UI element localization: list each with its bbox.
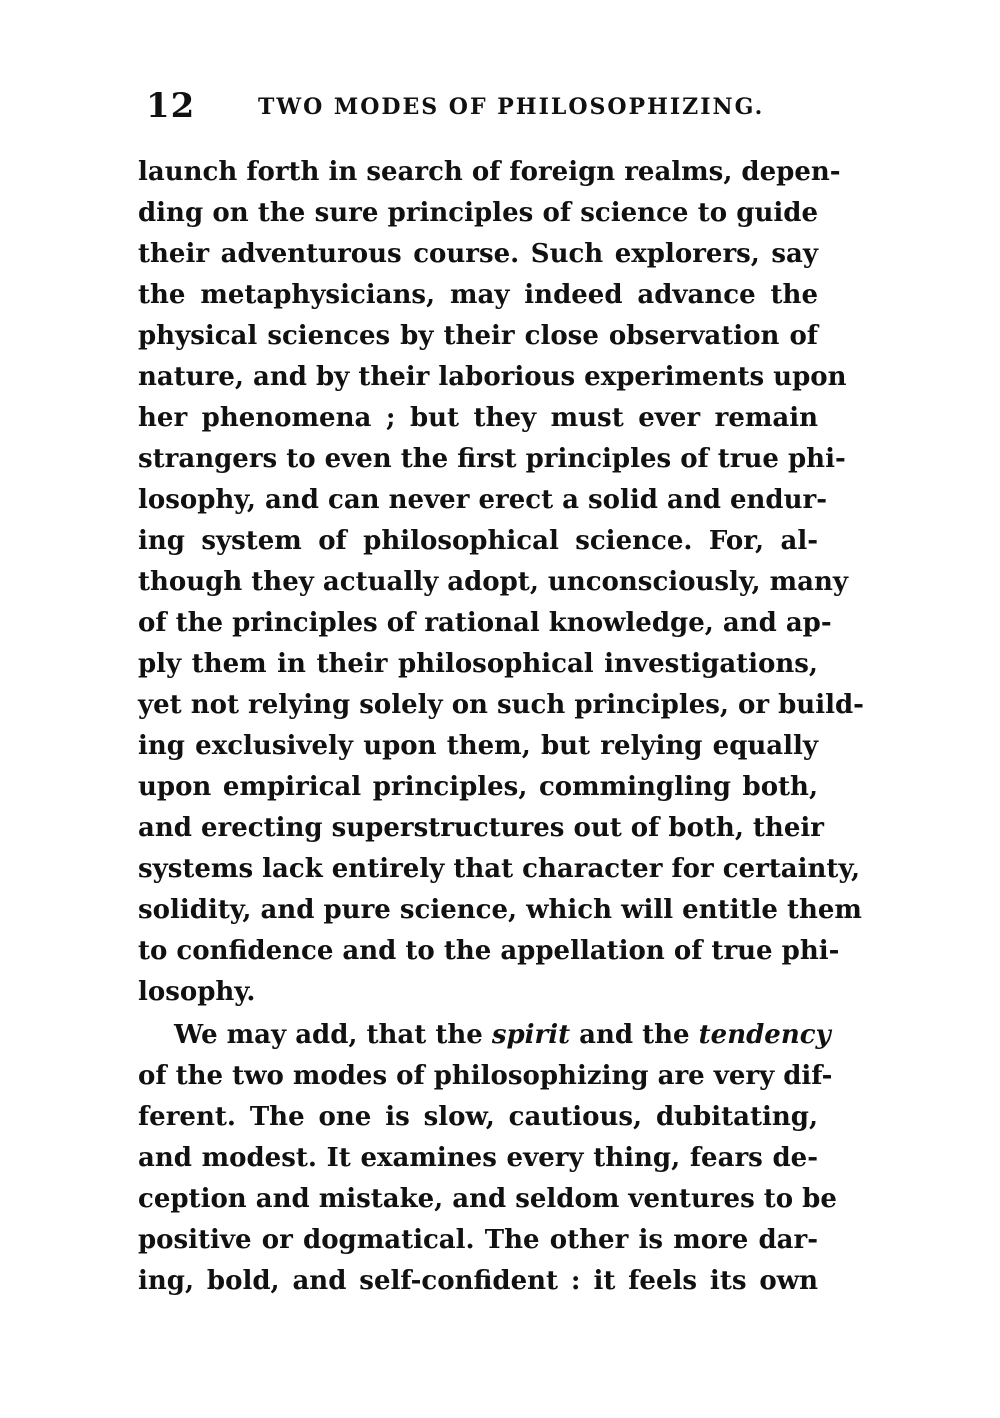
text-line: strangers to even the first principles of true phi-	[138, 444, 846, 474]
text-line: ing, bold, and self-confident : it feels its own	[138, 1266, 818, 1296]
body-text	[138, 152, 864, 1302]
running-head	[146, 86, 826, 126]
text-line: ception and mistake, and seldom ventures to be	[138, 1184, 837, 1214]
text-line: upon empirical principles, commingling both,	[138, 772, 818, 802]
text-line: ing exclusively upon them, but relying equally	[138, 731, 818, 761]
text-fragment: We may add, that the	[174, 1020, 492, 1050]
text-line: launch forth in search of foreign realms, depen-	[138, 157, 841, 187]
text-line: nature, and by their laborious experiments upon	[138, 362, 847, 392]
italic-word-tendency: tendency	[698, 1020, 831, 1050]
text-line: ing system of philosophical science. For, al-	[138, 526, 818, 556]
text-line: systems lack entirely that character for certainty,	[138, 854, 861, 884]
text-line	[138, 1015, 831, 1056]
text-line: her phenomena ; but they must ever remain	[138, 403, 818, 433]
text-line: ding on the sure principles of science to guide	[138, 198, 818, 228]
text-line: to confidence and to the appellation of true phi-	[138, 936, 840, 966]
paragraph-1	[138, 152, 864, 1013]
text-line: yet not relying solely on such principles, or build-	[138, 690, 864, 720]
text-line: the metaphysicians, may indeed advance the	[138, 280, 818, 310]
italic-word-spirit: spirit	[491, 1020, 571, 1050]
paragraph-2	[138, 1015, 837, 1302]
text-line: losophy.	[138, 977, 256, 1007]
text-line: solidity, and pure science, which will entitle them	[138, 895, 862, 925]
text-line: ply them in their philosophical investigations,	[138, 649, 818, 679]
text-line: of the principles of rational knowledge, and ap-	[138, 608, 832, 638]
text-line: and modest. It examines every thing, fears de-	[138, 1143, 818, 1173]
text-line: physical sciences by their close observation of	[138, 321, 818, 351]
text-line: ferent. The one is slow, cautious, dubitating,	[138, 1102, 818, 1132]
text-line: and erecting superstructures out of both, their	[138, 813, 824, 843]
running-title: TWO MODES OF PHILOSOPHIZING.	[258, 94, 765, 120]
text-line: losophy, and can never erect a solid and endur-	[138, 485, 827, 515]
text-fragment: and the	[570, 1020, 699, 1050]
text-line: though they actually adopt, unconsciously, many	[138, 567, 848, 597]
page-number: 12	[146, 86, 196, 126]
text-line: their adventurous course. Such explorers, say	[138, 239, 818, 269]
text-line: positive or dogmatical. The other is more dar-	[138, 1225, 818, 1255]
text-line: of the two modes of philosophizing are very dif-	[138, 1061, 833, 1091]
